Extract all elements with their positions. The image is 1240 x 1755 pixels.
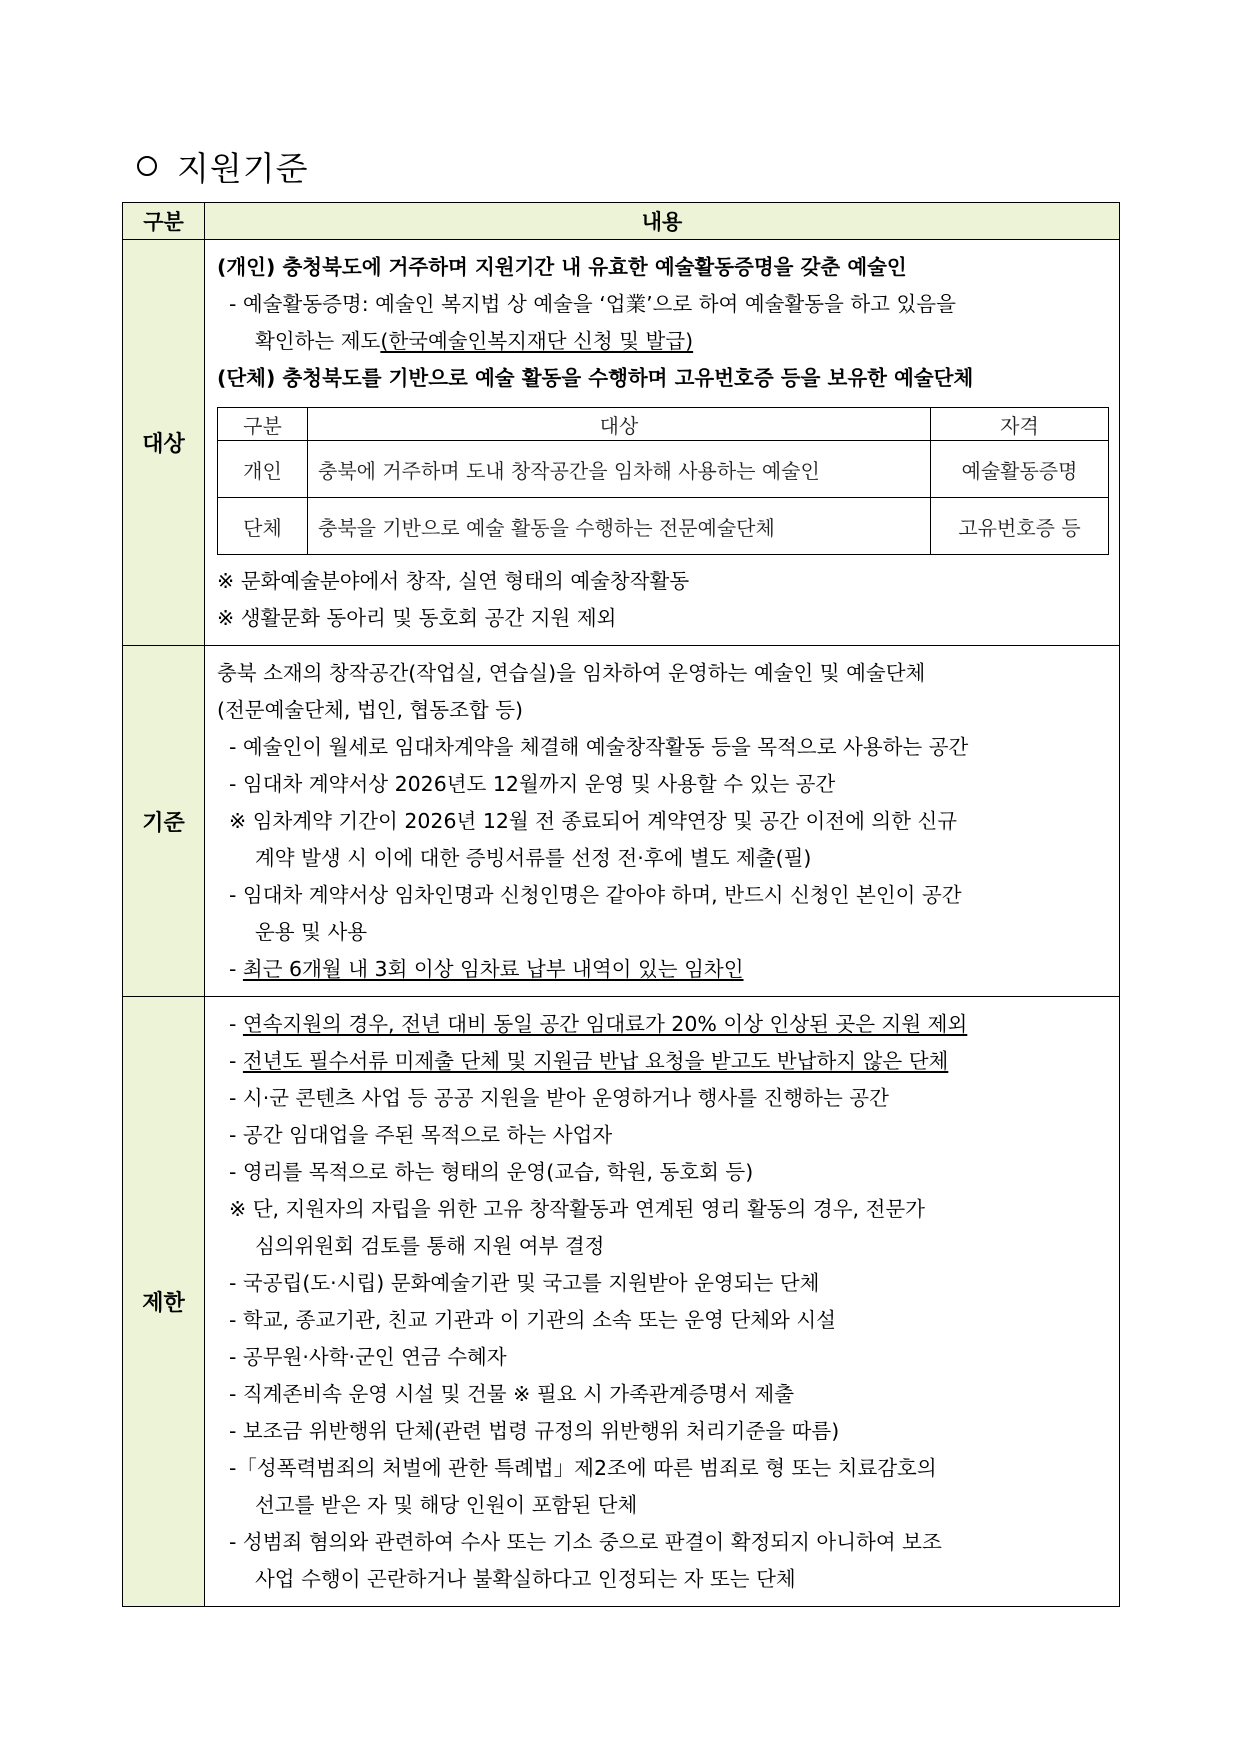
restriction-line: - 성범죄 혐의와 관련하여 수사 또는 기소 중으로 판결이 확정되지 아니하여 보조	[229, 1530, 942, 1554]
individual-desc-2a: 확인하는 제도	[255, 329, 381, 353]
restriction-line: - 공무원·사학·군인 연금 수혜자	[229, 1345, 507, 1369]
row-target	[123, 240, 1120, 646]
content-target	[205, 240, 1120, 646]
restriction-line: - 전년도 필수서류 미제출 단체 및 지원금 반납 요청을 받고도 반납하지 않은 단체	[229, 1049, 949, 1073]
inner-cell: 고유번호증 등	[931, 498, 1109, 555]
group-title: (단체) 충청북도를 기반으로 예술 활동을 수행하며 고유번호증 등을 보유한 예술단체	[217, 366, 974, 390]
inner-header-row	[218, 408, 1109, 441]
inner-cell: 단체	[218, 498, 308, 555]
restriction-line: 사업 수행이 곤란하거나 불확실하다고 인정되는 자 또는 단체	[255, 1567, 796, 1591]
target-note-2: ※ 생활문화 동아리 및 동호회 공간 지원 제외	[217, 606, 617, 630]
restriction-line: - 국공립(도·시립) 문화예술기관 및 국고를 지원받아 운영되는 단체	[229, 1271, 820, 1295]
label-restriction: 제한	[123, 997, 205, 1607]
restriction-line: - 연속지원의 경우, 전년 대비 동일 공간 임대료가 20% 이상 인상된 곳은 지원 제외	[229, 1012, 968, 1036]
circle-bullet-icon	[137, 156, 157, 176]
individual-title: (개인) 충청북도에 거주하며 지원기간 내 유효한 예술활동증명을 갖춘 예술인	[217, 255, 907, 279]
header-category: 구분	[123, 203, 205, 240]
restriction-underlined: 전년도 필수서류 미제출 단체 및 지원금 반납 요청을 받고도 반납하지 않은 단체	[242, 1049, 949, 1073]
restriction-underlined: 연속지원의 경우, 전년 대비 동일 공간 임대료가 20% 이상 인상된 곳은 지원 제외	[242, 1012, 968, 1036]
restriction-line: - 직계존비속 운영 시설 및 건물 ※ 필요 시 가족관계증명서 제출	[229, 1382, 795, 1406]
target-note-1: ※ 문화예술분야에서 창작, 실연 형태의 예술창작활동	[217, 569, 690, 593]
criteria-line: - 임대차 계약서상 임차인명과 신청인명은 같아야 하며, 반드시 신청인 본인이 공간	[229, 883, 962, 907]
criteria-line: - 최근 6개월 내 3회 이상 임차료 납부 내역이 있는 임차인	[229, 957, 744, 981]
restriction-line: 심의위원회 검토를 통해 지원 여부 결정	[255, 1234, 605, 1258]
section-heading	[137, 143, 309, 189]
criteria-underlined: 최근 6개월 내 3회 이상 임차료 납부 내역이 있는 임차인	[242, 957, 744, 981]
restriction-line: - 보조금 위반행위 단체(관련 법령 규정의 위반행위 처리기준을 따름)	[229, 1419, 840, 1443]
criteria-line: - 예술인이 월세로 임대차계약을 체결해 예술창작활동 등을 목적으로 사용하는 공간	[229, 735, 969, 759]
criteria-line: ※ 임차계약 기간이 2026년 12월 전 종료되어 계약연장 및 공간 이전에 의한 신규	[229, 809, 958, 833]
row-restriction	[123, 997, 1120, 1607]
restriction-line: 선고를 받은 자 및 해당 인원이 포함된 단체	[255, 1493, 638, 1517]
inner-row-group	[218, 498, 1109, 555]
row-criteria	[123, 646, 1120, 997]
inner-header-category: 구분	[218, 408, 308, 441]
content-restriction	[205, 997, 1120, 1607]
criteria-table	[122, 202, 1120, 1607]
label-target: 대상	[123, 240, 205, 646]
individual-desc-1: - 예술활동증명: 예술인 복지법 상 예술을 ‘업業’으로 하여 예술활동을 하고 있음을	[229, 292, 956, 316]
individual-desc-2b: (한국예술인복지재단 신청 및 발급)	[380, 329, 694, 353]
criteria-line: 충북 소재의 창작공간(작업실, 연습실)을 임차하여 운영하는 예술인 및 예술단체	[217, 661, 926, 685]
content-criteria	[205, 646, 1120, 997]
inner-cell: 예술활동증명	[931, 441, 1109, 498]
restriction-line: - 영리를 목적으로 하는 형태의 운영(교습, 학원, 동호회 등)	[229, 1160, 754, 1184]
criteria-line: (전문예술단체, 법인, 협동조합 등)	[217, 698, 524, 722]
section-title: 지원기준	[177, 148, 309, 188]
restriction-line: -「성폭력범죄의 처벌에 관한 특례법」제2조에 따른 범죄로 형 또는 치료감호의	[229, 1456, 937, 1480]
restriction-line: - 학교, 종교기관, 친교 기관과 이 기관의 소속 또는 운영 단체와 시설	[229, 1308, 836, 1332]
inner-cell: 개인	[218, 441, 308, 498]
inner-row-individual	[218, 441, 1109, 498]
header-content: 내용	[205, 203, 1120, 240]
criteria-line: 운용 및 사용	[255, 920, 368, 944]
inner-cell: 충북에 거주하며 도내 창작공간을 임차해 사용하는 예술인	[308, 441, 931, 498]
criteria-line: 계약 발생 시 이에 대한 증빙서류를 선정 전·후에 별도 제출(필)	[255, 846, 812, 870]
table-header-row	[123, 203, 1120, 240]
individual-desc-2	[217, 323, 1109, 360]
inner-cell: 충북을 기반으로 예술 활동을 수행하는 전문예술단체	[308, 498, 931, 555]
restriction-line: - 시·군 콘텐츠 사업 등 공공 지원을 받아 운영하거나 행사를 진행하는 공간	[229, 1086, 889, 1110]
target-inner-table	[217, 407, 1109, 555]
restriction-line: ※ 단, 지원자의 자립을 위한 고유 창작활동과 연계된 영리 활동의 경우, 전문가	[229, 1197, 925, 1221]
inner-header-qualification: 자격	[931, 408, 1109, 441]
criteria-line: - 임대차 계약서상 2026년도 12월까지 운영 및 사용할 수 있는 공간	[229, 772, 836, 796]
restriction-line: - 공간 임대업을 주된 목적으로 하는 사업자	[229, 1123, 613, 1147]
inner-header-target: 대상	[308, 408, 931, 441]
label-criteria: 기준	[123, 646, 205, 997]
